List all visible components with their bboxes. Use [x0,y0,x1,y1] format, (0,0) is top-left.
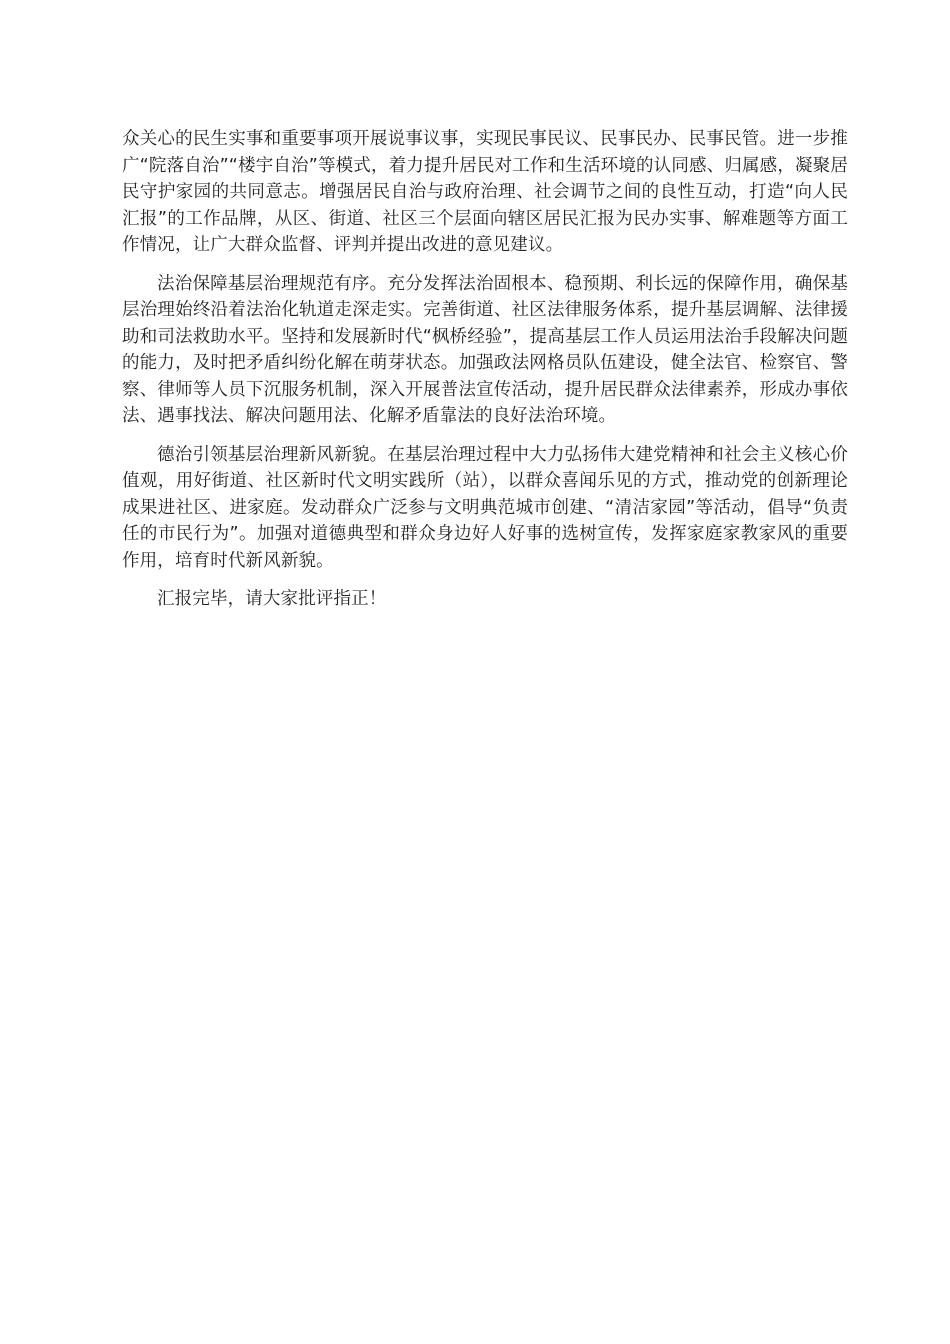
paragraph-closing: 汇报完毕，请大家批评指正！ [157,589,387,609]
paragraph-continued: 众关心的民生实事和重要事项开展说事议事，实现民事民议、民事民办、民事民管。进一步推广“院落自治”“楼宇自治”等模式，着力提升居民对工作和生活环境的认同感、归属感，凝聚居民守护家园的共同意志。增强居民自治与政府治理、社会调节之间的良性互动，打造“向人民汇报”的工作品牌，从区、街道、社区三个层面向辖区居民汇报为民办实事、解难题等方面工作情况，让广大群众监督、评判并提出改进的意见建议。 [122,129,848,255]
paragraph-rule-of-virtue: 德治引领基层治理新风新貌。在基层治理过程中大力弘扬伟大建党精神和社会主义核心价值观，用好街道、社区新时代文明实践所（站），以群众喜闻乐见的方式，推动党的创新理论成果进社区、进家庭。发动群众广泛参与文明典范城市创建、“清洁家园”等活动，倡导“负责任的市民行为”。加强对道德典型和群众身边好人好事的选树宣传，发挥家庭家教家风的重要作用，培育时代新风新貌。 [122,444,848,571]
document-body [122,126,848,625]
paragraph-rule-of-law: 法治保障基层治理规范有序。充分发挥法治固根本、稳预期、利长远的保障作用，确保基层治理始终沿着法治化轨道走深走实。完善街道、社区法律服务体系，提升基层调解、法律援助和司法救助水平。坚持和发展新时代“枫桥经验”，提高基层工作人员运用法治手段解决问题的能力，及时把矛盾纠纷化解在萌芽状态。加强政法网格员队伍建设，健全法官、检察官、警察、律师等人员下沉服务机制，深入开展普法宣传活动，提升居民群众法律素养，形成办事依法、遇事找法、解决问题用法、化解矛盾靠法的良好法治环境。 [122,273,848,426]
